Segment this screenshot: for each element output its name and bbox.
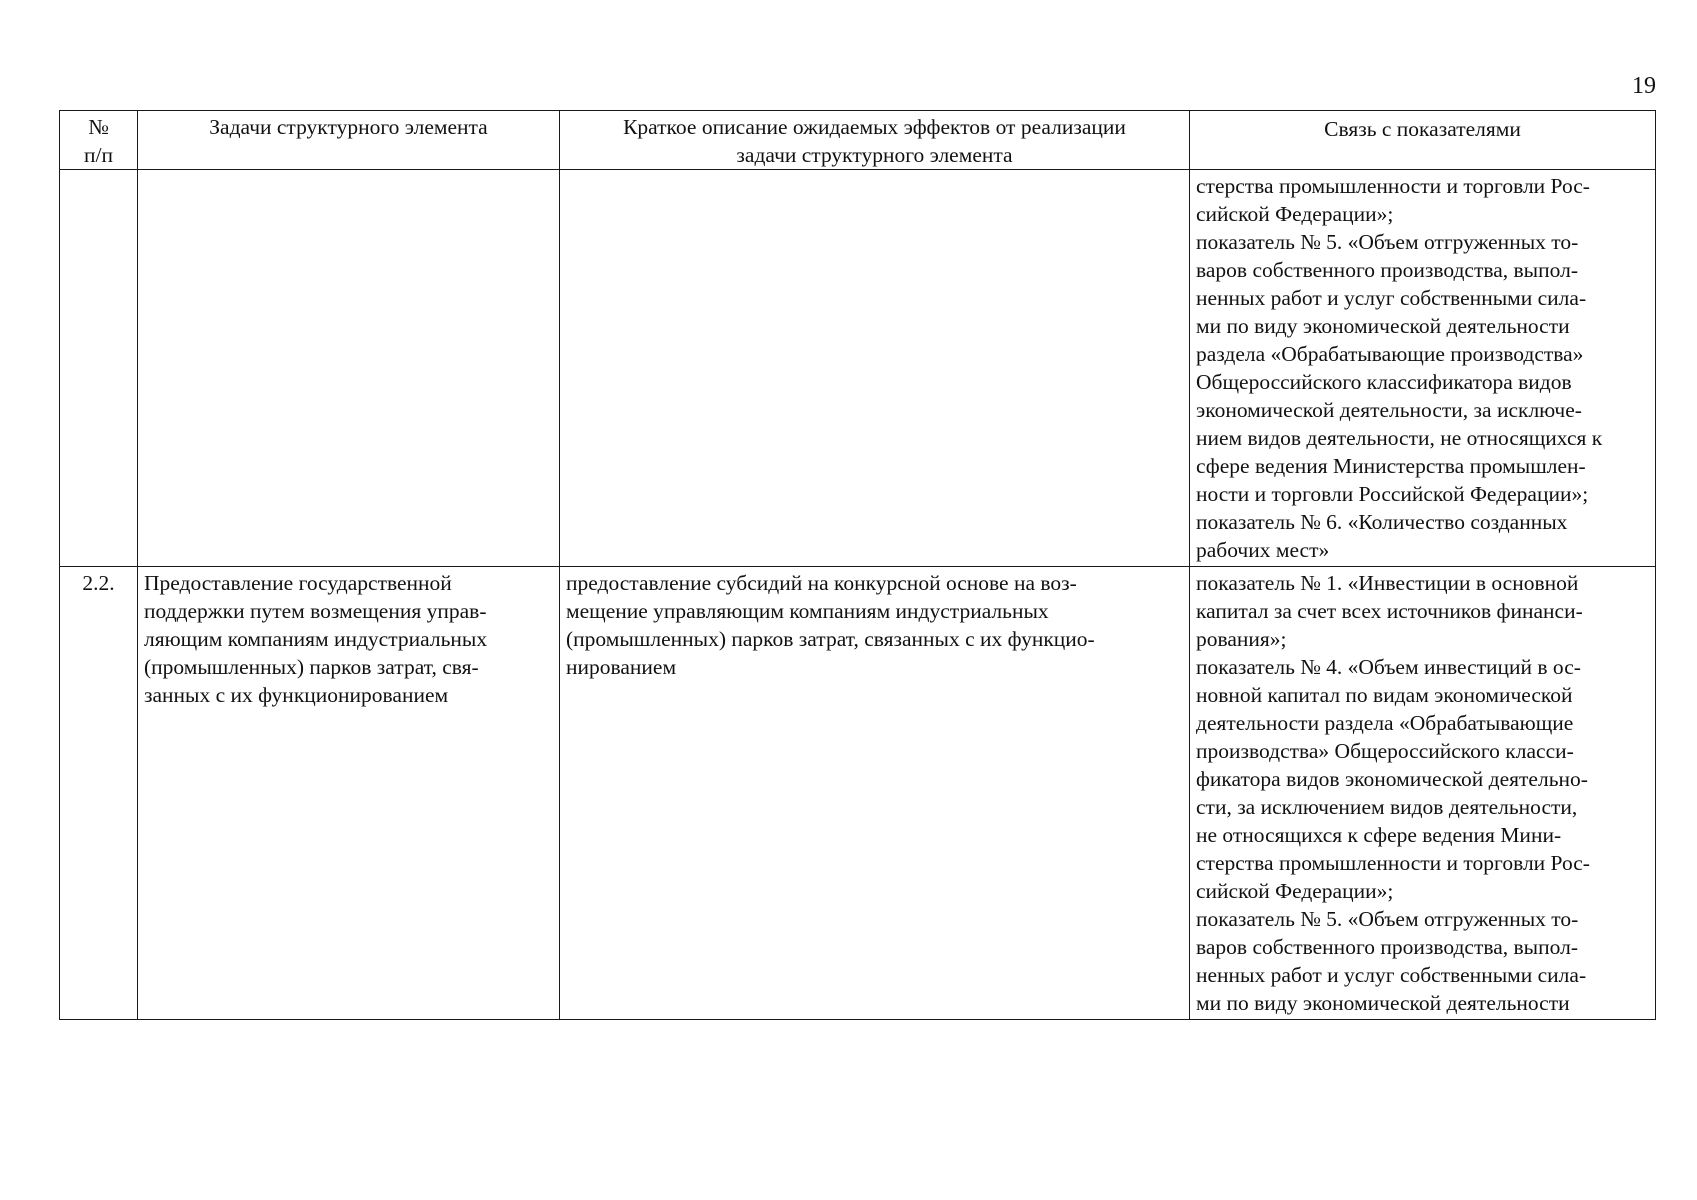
- cell-text-line: показатель № 5. «Объем отгруженных то-: [1196, 230, 1579, 254]
- row-effect-cell: [560, 567, 1190, 1020]
- cell-text-line: предоставление субсидий на конкурсной основе на воз-: [566, 571, 1077, 595]
- cell-text-line: рабочих мест»: [1196, 538, 1330, 562]
- header-effects-line-2: задачи структурного элемента: [736, 143, 1013, 167]
- cell-text-line: ми по виду экономической деятельности: [1196, 314, 1570, 338]
- row-number-cell: [60, 170, 138, 567]
- table-row: [60, 567, 1656, 1020]
- cell-text-line: Предоставление государственной: [144, 571, 452, 595]
- document-table: [59, 110, 1656, 1020]
- header-number-symbol: №: [88, 115, 109, 139]
- table-header-row: [60, 111, 1656, 170]
- cell-text-line: нированием: [566, 655, 677, 679]
- cell-text-line: производства» Общероссийского класси-: [1196, 739, 1574, 763]
- cell-text-line: деятельности раздела «Обрабатывающие: [1196, 711, 1574, 735]
- cell-text-line: Общероссийского классификатора видов: [1196, 370, 1572, 394]
- cell-text-line: раздела «Обрабатывающие производства»: [1196, 342, 1584, 366]
- cell-text-line: ненных работ и услуг собственными сила-: [1196, 963, 1587, 987]
- header-number: [60, 111, 138, 170]
- cell-text-line: нием видов деятельности, не относящихся к: [1196, 426, 1603, 450]
- cell-text-line: показатель № 4. «Объем инвестиций в ос-: [1196, 655, 1581, 679]
- page-number: 19: [1632, 73, 1656, 99]
- row-indicator-cell: [1190, 567, 1656, 1020]
- cell-text-line: сийской Федерации»;: [1196, 202, 1394, 226]
- row-effect-cell: [560, 170, 1190, 567]
- header-number-abbr: п/п: [84, 143, 113, 167]
- table-row: [60, 170, 1656, 567]
- row-task-cell: [138, 567, 560, 1020]
- header-tasks: Задачи структурного элемента: [138, 111, 560, 170]
- cell-text-line: рования»;: [1196, 627, 1287, 651]
- header-indicators-label: Связь с показателями: [1324, 117, 1521, 141]
- cell-text-line: (промышленных) парков затрат, свя-: [144, 655, 479, 679]
- header-indicators: [1190, 111, 1656, 170]
- cell-text-line: капитал за счет всех источников финанси-: [1196, 599, 1583, 623]
- cell-text-line: сийской Федерации»;: [1196, 879, 1394, 903]
- cell-text-line: новной капитал по видам экономической: [1196, 683, 1573, 707]
- cell-text-line: ненных работ и услуг собственными сила-: [1196, 286, 1587, 310]
- cell-text-line: показатель № 6. «Количество созданных: [1196, 510, 1568, 534]
- cell-text-line: занных с их функционированием: [144, 683, 449, 707]
- cell-text-line: ми по виду экономической деятельности: [1196, 991, 1570, 1015]
- cell-text-line: варов собственного производства, выпол-: [1196, 935, 1578, 959]
- row-number-cell: 2.2.: [60, 567, 138, 1020]
- cell-text-line: показатель № 1. «Инвестиции в основной: [1196, 571, 1579, 595]
- cell-text-line: варов собственного производства, выпол-: [1196, 258, 1578, 282]
- cell-text-line: фикатора видов экономической деятельно-: [1196, 767, 1588, 791]
- cell-text-line: сфере ведения Министерства промышлен-: [1196, 454, 1586, 478]
- cell-text-line: поддержки путем возмещения управ-: [144, 599, 487, 623]
- cell-text-line: не относящихся к сфере ведения Мини-: [1196, 823, 1562, 847]
- cell-text-line: показатель № 5. «Объем отгруженных то-: [1196, 907, 1579, 931]
- cell-text-line: стерства промышленности и торговли Рос-: [1196, 851, 1590, 875]
- cell-text-line: стерства промышленности и торговли Рос-: [1196, 174, 1590, 198]
- cell-text-line: мещение управляющим компаниям индустриальных: [566, 599, 1049, 623]
- cell-text-line: экономической деятельности, за исключе-: [1196, 398, 1582, 422]
- cell-text-line: сти, за исключением видов деятельности,: [1196, 795, 1578, 819]
- cell-text-line: ляющим компаниям индустриальных: [144, 627, 488, 651]
- cell-text-line: ности и торговли Российской Федерации»;: [1196, 482, 1589, 506]
- header-effects-line-1: Краткое описание ожидаемых эффектов от реализации: [623, 115, 1126, 139]
- header-effects: [560, 111, 1190, 170]
- cell-text-line: (промышленных) парков затрат, связанных с их функцио-: [566, 627, 1095, 651]
- row-task-cell: [138, 170, 560, 567]
- row-indicator-cell: [1190, 170, 1656, 567]
